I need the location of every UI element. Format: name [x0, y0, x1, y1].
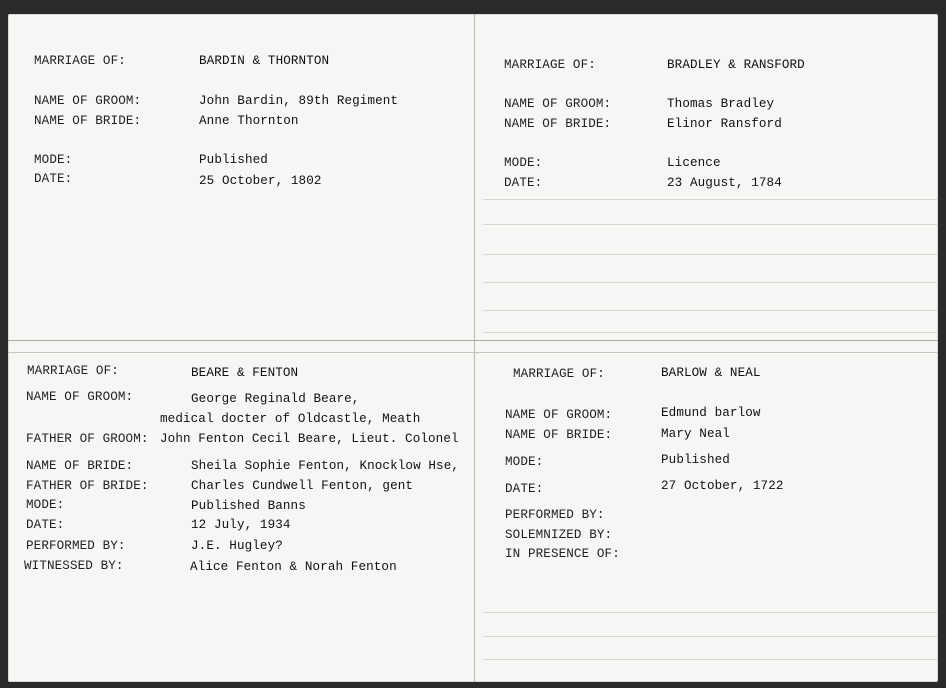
father-of-groom-label: FATHER OF GROOM: — [26, 432, 149, 446]
vertical-fold-line — [474, 14, 475, 682]
groom-label: NAME OF GROOM: — [505, 408, 613, 422]
groom-label: NAME OF GROOM: — [26, 390, 134, 404]
ghost-rule — [483, 310, 938, 311]
groom-label: NAME OF GROOM: — [504, 97, 612, 111]
bride-label: NAME OF BRIDE: — [34, 114, 142, 128]
marriage-label: MARRIAGE OF: — [34, 54, 126, 68]
horizontal-fold-line-shadow — [8, 352, 938, 353]
groom-value: John Bardin, 89th Regiment — [199, 94, 399, 108]
bride-value: Mary Neal — [661, 427, 730, 441]
date-value: 27 October, 1722 — [661, 479, 784, 493]
bride-value: Anne Thornton — [199, 114, 299, 128]
ghost-rule — [483, 612, 938, 613]
bride-value: Sheila Sophie Fenton, Knocklow Hse, — [191, 459, 460, 473]
mode-value: Published — [661, 453, 730, 467]
date-value: 23 August, 1784 — [667, 176, 782, 190]
mode-value: Published — [199, 153, 268, 167]
groom-value: George Reginald Beare, — [191, 392, 360, 406]
bride-value: Elinor Ransford — [667, 117, 782, 131]
marriage-label: MARRIAGE OF: — [513, 367, 605, 381]
date-label: DATE: — [505, 482, 544, 496]
father-of-bride-label: FATHER OF BRIDE: — [26, 479, 149, 493]
groom-value-line-2: medical docter of Oldcastle, Meath — [160, 412, 421, 426]
ghost-rule — [483, 332, 938, 333]
record-card-sheet — [8, 14, 938, 682]
date-value: 25 October, 1802 — [199, 174, 322, 188]
horizontal-fold-line — [8, 340, 938, 341]
marriage-value: BEARE & FENTON — [191, 366, 299, 380]
date-label: DATE: — [504, 176, 543, 190]
performed-by-label: PERFORMED BY: — [505, 508, 605, 522]
mode-value: Licence — [667, 156, 721, 170]
ghost-rule — [483, 659, 938, 660]
witnessed-by-value: Alice Fenton & Norah Fenton — [190, 560, 397, 574]
performed-by-label: PERFORMED BY: — [26, 539, 126, 553]
bride-label: NAME OF BRIDE: — [505, 428, 613, 442]
mode-label: MODE: — [26, 498, 65, 512]
marriage-value: BRADLEY & RANSFORD — [667, 58, 805, 72]
ghost-rule — [483, 282, 938, 283]
bride-label: NAME OF BRIDE: — [26, 459, 134, 473]
father-of-groom-value: John Fenton Cecil Beare, Lieut. Colonel — [160, 432, 459, 446]
solemnized-by-label: SOLEMNIZED BY: — [505, 528, 613, 542]
witnessed-by-label: WITNESSED BY: — [24, 559, 124, 573]
groom-label: NAME OF GROOM: — [34, 94, 142, 108]
groom-value: Thomas Bradley — [667, 97, 775, 111]
mode-label: MODE: — [505, 455, 544, 469]
ghost-rule — [483, 254, 938, 255]
marriage-label: MARRIAGE OF: — [27, 364, 119, 378]
performed-by-value: J.E. Hugley? — [191, 539, 283, 553]
mode-value: Published Banns — [191, 499, 306, 513]
mode-label: MODE: — [504, 156, 543, 170]
ghost-rule — [483, 224, 938, 225]
ghost-rule — [483, 199, 938, 200]
date-value: 12 July, 1934 — [191, 518, 291, 532]
date-label: DATE: — [26, 518, 65, 532]
ghost-rule — [483, 636, 938, 637]
mode-label: MODE: — [34, 153, 73, 167]
bride-label: NAME OF BRIDE: — [504, 117, 612, 131]
date-label: DATE: — [34, 172, 73, 186]
groom-value: Edmund barlow — [661, 406, 761, 420]
father-of-bride-value: Charles Cundwell Fenton, gent — [191, 479, 414, 493]
in-presence-of-label: IN PRESENCE OF: — [505, 547, 620, 561]
marriage-value: BARLOW & NEAL — [661, 366, 761, 380]
marriage-label: MARRIAGE OF: — [504, 58, 596, 72]
marriage-value: BARDIN & THORNTON — [199, 54, 330, 68]
